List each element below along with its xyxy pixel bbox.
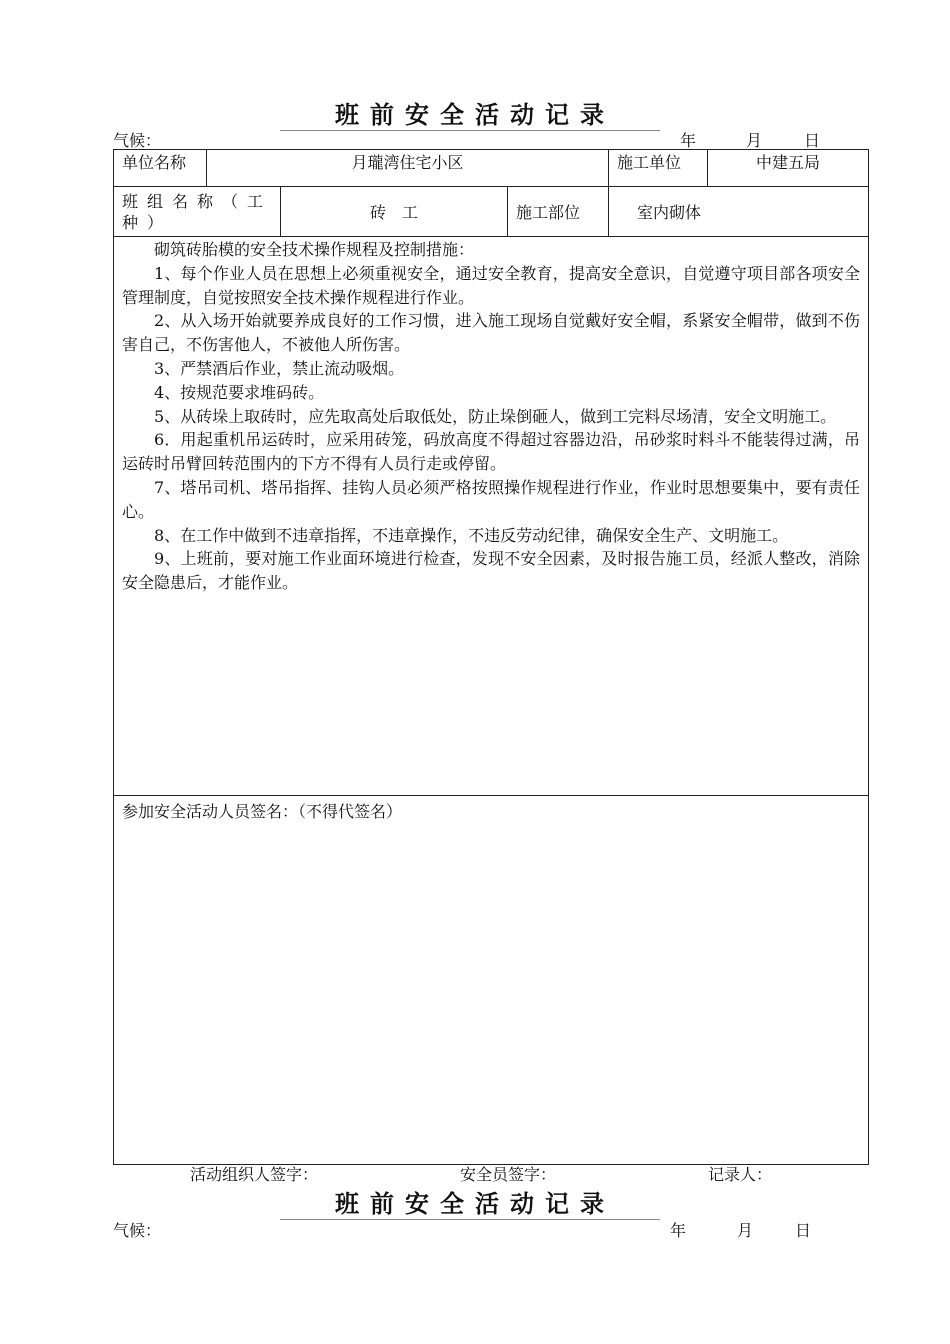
next-month-label: 月 (737, 1221, 754, 1240)
list-item: 4、按规范要求堆码砖。 (154, 382, 325, 402)
title-underline (280, 130, 660, 131)
construction-unit-label: 施工单位 (609, 150, 708, 187)
list-item: 2、从入场开始就要养成良好的工作习惯，进入施工现场自觉戴好安全帽，系紧安全帽带，做到不伤害自己，不伤害他人，不被他人所伤害。 (122, 311, 861, 355)
weather-label: 气候： (113, 131, 162, 150)
page-title: 班前安全活动记录 (335, 101, 615, 129)
team-name-value: 砖 工 (281, 187, 508, 237)
construction-part-label: 施工部位 (508, 187, 609, 237)
list-item: 9、上班前，要对施工作业面环境进行检查，发现不安全因素，及时报告施工员，经派人整改，消除安全隐患后，才能作业。 (122, 549, 861, 593)
list-item: 7、塔吊司机、塔吊指挥、挂钩人员必须严格按照操作规程进行作业，作业时思想要集中，要有责任心。 (122, 477, 861, 521)
participants-signature-area[interactable] (114, 796, 869, 1165)
list-item: 5、从砖垛上取砖时，应先取高处后取低处，防止垛倒砸人，做到工完料尽场清，安全文明施工。 (154, 406, 837, 426)
safety-officer-signature-label: 安全员签字： (460, 1165, 557, 1184)
organizer-signature-label: 活动组织人签字： (190, 1165, 319, 1184)
list-item: 3、严禁酒后作业，禁止流动吸烟。 (154, 358, 405, 378)
safety-content (114, 237, 869, 796)
year-label: 年 (680, 131, 697, 150)
construction-unit-value: 中建五局 (708, 150, 869, 187)
next-day-label: 日 (795, 1221, 812, 1240)
list-item: 6．用起重机吊运砖时，应采用砖笼，码放高度不得超过容器边沿，吊砂浆时料斗不能装得过满，吊运砖时吊臂回转范围内的下方不得有人员行走或停留。 (122, 430, 861, 474)
content-heading: 砌筑砖胎模的安全技术操作规程及控制措施： (154, 240, 475, 259)
unit-name-label: 单位名称 (114, 150, 207, 187)
next-page-title: 班前安全活动记录 (335, 1190, 615, 1218)
construction-part-value: 室内砌体 (609, 187, 869, 237)
recorder-label: 记录人： (708, 1165, 773, 1184)
next-title-underline (280, 1219, 660, 1220)
list-item: 8、在工作中做到不违章指挥，不违章操作，不违反劳动纪律，确保安全生产、文明施工。 (154, 525, 789, 545)
unit-name-value: 月瓏湾住宅小区 (207, 150, 609, 187)
participants-label: 参加安全活动人员签名：（不得代签名） (122, 802, 403, 821)
next-weather-label: 气候： (113, 1221, 162, 1240)
list-item: 1、每个作业人员在思想上必须重视安全，通过安全教育，提高安全意识，自觉遵守项目部各项安全管理制度，自觉按照安全技术操作规程进行作业。 (122, 263, 861, 307)
day-label: 日 (804, 131, 821, 150)
team-name-label: 班组名称（工种） (114, 187, 281, 237)
activity-record-form (113, 149, 869, 1165)
next-year-label: 年 (670, 1221, 687, 1240)
month-label: 月 (746, 131, 763, 150)
